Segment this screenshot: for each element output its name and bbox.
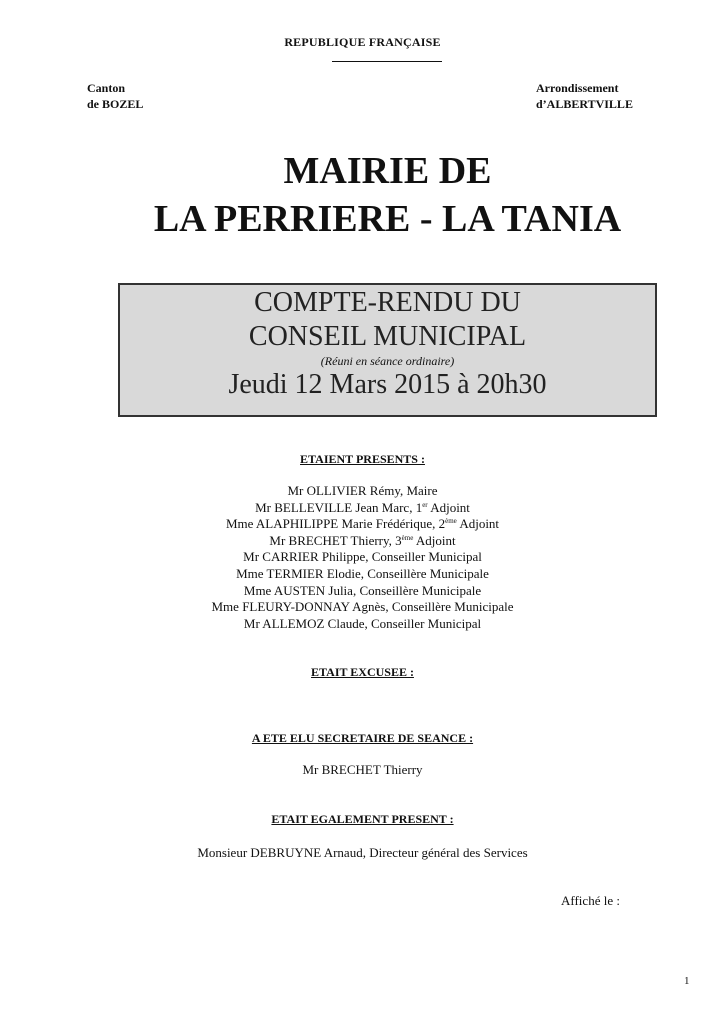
arrondissement-name: d’ALBERTVILLE <box>536 97 633 111</box>
member-line: Mr OLLIVIER Rémy, Maire <box>287 483 438 498</box>
header-divider <box>332 61 442 62</box>
egalement-text: Monsieur DEBRUYNE Arnaud, Directeur général des Services <box>197 845 528 860</box>
egalement-heading: ETAIT EGALEMENT PRESENT : <box>271 812 454 826</box>
seance-subtitle: (Réuni en séance ordinaire) <box>320 354 455 368</box>
arrondissement-label: Arrondissement <box>536 81 619 95</box>
compte-rendu-line1: COMPTE-RENDU DU <box>254 287 521 318</box>
members-list <box>0 483 725 632</box>
meeting-date: Jeudi 12 Mars 2015 à 20h30 <box>228 369 547 400</box>
member-line: Mme FLEURY-DONNAY Agnès, Conseillère Municipale <box>211 599 514 615</box>
member-line: Mr ALLEMOZ Claude, Conseiller Municipal <box>243 615 482 631</box>
member-line: Mr BRECHET Thierry, 3ème Adjoint <box>269 532 456 548</box>
member-line: Mme AUSTEN Julia, Conseillère Municipale <box>243 582 482 598</box>
canton-name: de BOZEL <box>87 97 144 111</box>
compte-rendu-box <box>118 283 657 417</box>
canton-block <box>87 80 143 112</box>
mairie-title-line1: MAIRIE DE <box>283 150 492 192</box>
page-number: 1 <box>684 975 690 987</box>
compte-rendu-line2: CONSEIL MUNICIPAL <box>248 321 527 352</box>
member-line: Mr BELLEVILLE Jean Marc, 1er Adjoint <box>255 499 470 515</box>
member-line: Mr CARRIER Philippe, Conseiller Municipal <box>243 549 482 565</box>
excusee-heading: ETAIT EXCUSEE : <box>311 665 414 679</box>
arrondissement-block <box>536 80 633 112</box>
member-line: Mme TERMIER Elodie, Conseillère Municipale <box>236 565 489 581</box>
presents-heading: ETAIENT PRESENTS : <box>300 452 425 466</box>
republique-francaise: REPUBLIQUE FRANÇAISE <box>284 35 441 49</box>
canton-label: Canton <box>87 81 126 95</box>
secretaire-name: Mr BRECHET Thierry <box>302 762 423 777</box>
affiche-label: Affiché le : <box>561 893 620 908</box>
member-line: Mme ALAPHILIPPE Marie Frédérique, 2ème Adjoint <box>225 516 500 532</box>
secretaire-heading: A ETE ELU SECRETAIRE DE SEANCE : <box>251 731 474 745</box>
mairie-title-line2: LA PERRIERE - LA TANIA <box>153 198 622 240</box>
